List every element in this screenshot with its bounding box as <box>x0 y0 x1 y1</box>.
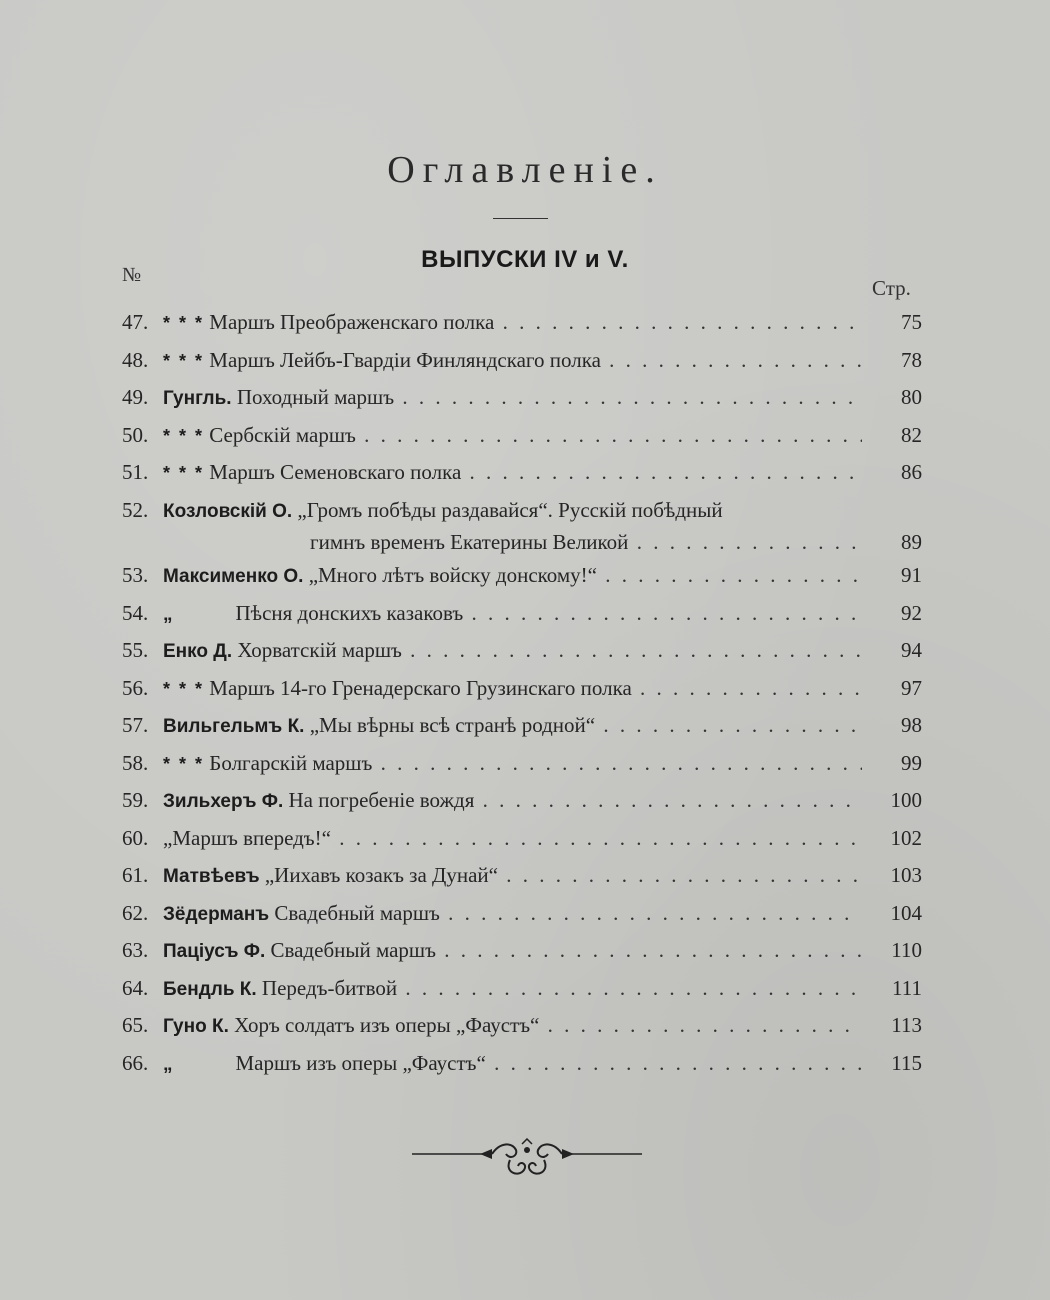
entry-composer: Гунгль. <box>163 388 232 409</box>
entry-page-number: 97 <box>901 675 922 700</box>
entry-body-continued <box>310 527 862 557</box>
entry-number: 66. <box>122 1050 149 1075</box>
entry-composer: Козловскій О. <box>163 500 293 522</box>
entry-number: 60. <box>122 825 149 850</box>
entry-body <box>163 860 862 892</box>
toc-entry-continuation <box>122 527 922 557</box>
entry-title: На погребеніе вождя <box>288 788 475 812</box>
entry-title: Свадебный маршъ <box>274 900 440 925</box>
entry-title: „Маршъ впередъ!“ <box>163 825 331 850</box>
entry-body <box>163 560 862 592</box>
entry-title: Маршъ Семеновскаго полка <box>209 460 462 484</box>
entry-page-number: 99 <box>901 750 922 775</box>
entry-number: 53. <box>122 563 149 587</box>
entry-page-number: 115 <box>891 1050 922 1075</box>
entry-body <box>163 1048 862 1080</box>
entry-composer: Бендль К. <box>163 978 257 1000</box>
entry-page-number: 102 <box>890 825 922 850</box>
entry-title: Сербскій маршъ <box>209 422 356 447</box>
entry-number: 51. <box>122 460 149 484</box>
entry-title: „Громъ побѣды раздавайся“. Русскій побѣдный <box>297 497 723 522</box>
toc-entry <box>122 457 922 487</box>
entry-body <box>163 495 882 527</box>
entry-page-number: 111 <box>892 975 922 1000</box>
entry-composer: * * * <box>163 313 205 333</box>
toc-entry <box>122 898 922 928</box>
entry-composer: * * * <box>163 463 205 483</box>
entry-body <box>163 382 862 414</box>
entry-title-continued: гимнъ временъ Екатерины Великой <box>310 529 629 554</box>
entry-number: 58. <box>122 750 149 775</box>
entry-page-number: 75 <box>901 310 922 334</box>
entry-number: 47. <box>122 310 149 334</box>
entry-body <box>163 345 862 376</box>
entry-number: 54. <box>122 600 149 625</box>
entry-title: „Иихавъ козакъ за Дунай“ <box>264 863 498 887</box>
entry-page-number: 86 <box>901 460 922 484</box>
entry-number: 64. <box>122 975 149 1000</box>
entry-title: „Много лѣтъ войску донскому!“ <box>308 563 597 587</box>
toc-entry <box>122 1010 922 1040</box>
entry-composer: * * * <box>163 425 205 446</box>
entry-number: 48. <box>122 347 149 372</box>
entry-composer: „ <box>163 1053 173 1075</box>
entry-body <box>163 598 862 630</box>
entry-composer: Енко Д. <box>163 641 233 662</box>
page-column-header: Стр. <box>872 276 911 300</box>
entry-composer: Гуно К. <box>163 1016 229 1037</box>
entry-composer: Зёдерманъ <box>163 903 270 925</box>
entry-title: Маршъ 14-го Гренадерскаго Грузинскаго полка <box>209 675 632 700</box>
entry-body <box>163 973 862 1005</box>
entry-title: Маршъ Лейбъ-Гвардіи Финляндскаго полка <box>209 347 601 372</box>
toc-entry <box>122 495 922 525</box>
entry-composer: * * * <box>163 678 205 699</box>
entry-title: Передъ-битвой <box>261 975 398 1000</box>
number-column-header: № <box>122 264 142 286</box>
entry-title: Хорватскій маршъ <box>237 638 402 662</box>
toc-entry <box>122 748 922 778</box>
entry-body <box>163 785 862 817</box>
entry-body <box>163 1010 862 1042</box>
toc-entry <box>122 635 922 665</box>
toc-entry <box>122 973 922 1003</box>
entry-page-number: 103 <box>890 863 922 887</box>
entry-number: 56. <box>122 675 149 700</box>
entry-body <box>163 710 862 742</box>
entry-title: Свадебный маршъ <box>270 938 436 962</box>
entry-page-number: 110 <box>891 938 922 962</box>
entry-title: Болгарскій маршъ <box>209 750 373 775</box>
entry-page-number: 82 <box>901 422 922 447</box>
entry-body <box>163 457 862 488</box>
entry-page-number: 92 <box>901 600 922 625</box>
entry-number: 52. <box>122 497 149 522</box>
toc-entry <box>122 560 922 590</box>
entry-composer: * * * <box>163 753 205 774</box>
entry-body <box>163 823 862 853</box>
entry-composer: Вильгельмъ К. <box>163 716 305 737</box>
toc-entry <box>122 382 922 412</box>
entry-title: Маршъ Преображенскаго полка <box>209 310 495 334</box>
entry-body <box>163 898 862 930</box>
entry-number: 57. <box>122 713 149 737</box>
entry-number: 49. <box>122 385 149 409</box>
toc-entry <box>122 420 922 450</box>
toc-entry <box>122 307 922 337</box>
entry-page-number: 78 <box>901 347 922 372</box>
entry-page-number: 91 <box>901 563 922 587</box>
entry-page-number: 100 <box>890 788 922 812</box>
entry-title: Хоръ солдатъ изъ оперы „Фаустъ“ <box>234 1013 540 1037</box>
toc-entry <box>122 710 922 740</box>
floral-divider-icon <box>412 1138 642 1182</box>
entry-composer: Зильхеръ Ф. <box>163 791 284 812</box>
entry-number: 55. <box>122 638 149 662</box>
entry-number: 59. <box>122 788 149 812</box>
entry-page-number: 80 <box>901 385 922 409</box>
entry-page-number: 98 <box>901 713 922 737</box>
page-title: Оглавленіе. <box>387 149 663 191</box>
toc-entry <box>122 823 922 853</box>
entry-body <box>163 635 862 667</box>
toc-entry <box>122 345 922 375</box>
entry-body <box>163 307 862 338</box>
section-subtitle: ВЫПУСКИ IV и V. <box>421 246 629 273</box>
entry-page-number: 94 <box>901 638 922 662</box>
entry-title: „Мы вѣрны всѣ странѣ родной“ <box>309 713 596 737</box>
entry-number: 62. <box>122 900 149 925</box>
entry-title: Пѣсня донскихъ казаковъ <box>235 600 464 625</box>
entry-page-number: 113 <box>891 1013 922 1037</box>
entry-composer: Матвѣевъ <box>163 866 260 887</box>
toc-entry <box>122 673 922 703</box>
entry-number: 50. <box>122 422 149 447</box>
entry-page-number: 104 <box>890 900 922 925</box>
toc-entry <box>122 935 922 965</box>
entry-body <box>163 935 862 967</box>
entry-body <box>163 748 862 779</box>
entry-body <box>163 420 862 451</box>
entry-title: Маршъ изъ оперы „Фаустъ“ <box>235 1050 486 1075</box>
entry-composer: Пацiусъ Ф. <box>163 941 266 962</box>
toc-entry <box>122 860 922 890</box>
entry-composer: „ <box>163 603 173 625</box>
entry-number: 65. <box>122 1013 149 1037</box>
entry-number: 61. <box>122 863 149 887</box>
entry-composer: * * * <box>163 350 205 371</box>
entry-title: Походный маршъ <box>236 385 395 409</box>
toc-entry <box>122 785 922 815</box>
entry-composer: Максименко О. <box>163 566 304 587</box>
toc-entry <box>122 1048 922 1078</box>
entry-number: 63. <box>122 938 149 962</box>
toc-entry <box>122 598 922 628</box>
entry-body <box>163 673 862 704</box>
entry-page-number: 89 <box>901 529 922 554</box>
